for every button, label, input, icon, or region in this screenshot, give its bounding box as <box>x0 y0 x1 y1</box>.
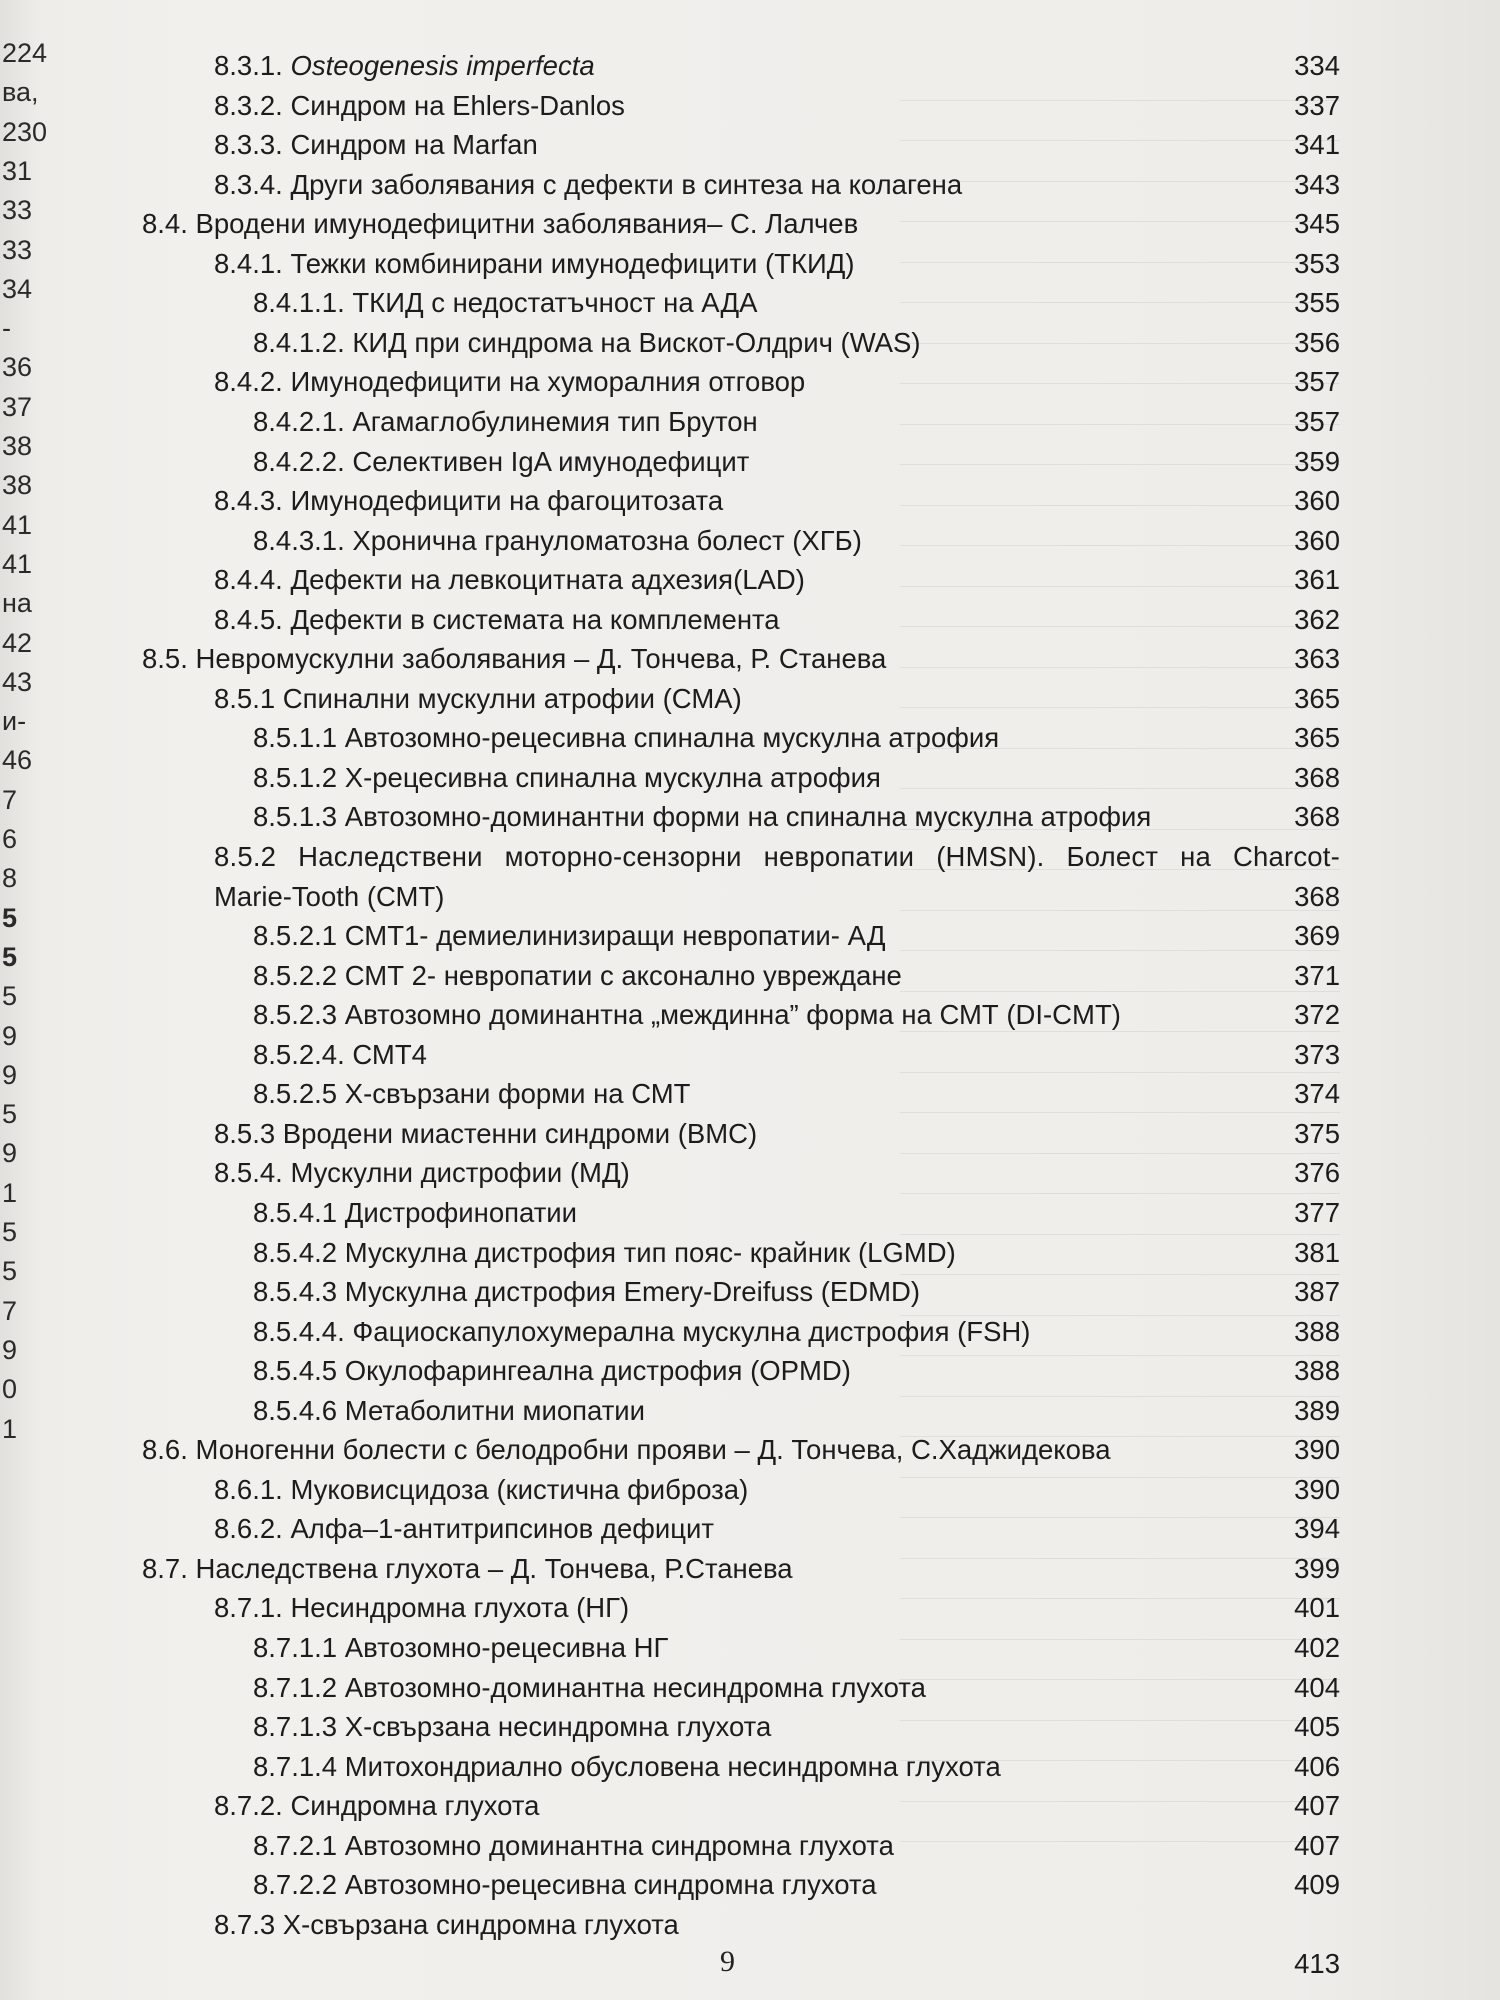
toc-entry[interactable] <box>214 1946 1340 1982</box>
margin-fragment: на <box>2 588 32 619</box>
toc-entry[interactable] <box>253 799 1340 835</box>
toc-entry-page: 381 <box>1294 1236 1340 1268</box>
toc-entry-page: 402 <box>1294 1632 1340 1663</box>
margin-fragment: и- <box>2 706 27 737</box>
toc-entry-title: 8.7.1.1 Автозомно-рецесивна НГ <box>253 1632 669 1663</box>
toc-entry-title: 8.4.1.2. КИД при синдрома на Вискот-Олдрич (WAS) <box>253 326 921 358</box>
toc-entry-title: 8.5.4.2 Мускулна дистрофия тип пояс- крайник (LGMD) <box>253 1236 956 1268</box>
toc-entry[interactable] <box>214 1788 1340 1824</box>
toc-entry-title: 8.4.1. Тежки комбинирани имунодефицити (ТКИД) <box>214 247 855 279</box>
toc-entry-title: 8.5.2.4. СМТ4 <box>253 1038 427 1070</box>
toc-entry[interactable] <box>253 285 1340 321</box>
margin-fragment: 1 <box>2 1177 18 1208</box>
toc-entry-title: 8.7.1. Несиндромна глухота (НГ) <box>214 1592 630 1624</box>
toc-entry-page: 368 <box>1294 761 1340 793</box>
toc-entry-title: 8.4.2.2. Селективен IgA имунодефицит <box>253 445 750 477</box>
toc-entry-page: 389 <box>1294 1394 1340 1426</box>
toc-entry-page: 375 <box>1294 1117 1340 1149</box>
toc-entry[interactable] <box>142 206 1340 242</box>
toc-entry-page: 353 <box>1294 247 1340 279</box>
margin-fragment: 46 <box>2 745 33 776</box>
toc-entry-page: 405 <box>1294 1711 1340 1743</box>
margin-fragment: 9 <box>2 1020 18 1051</box>
toc-entry-title: 8.3.3. Синдром на Marfan <box>214 129 538 161</box>
toc-entry[interactable] <box>253 1195 1340 1231</box>
toc-entry-page: 374 <box>1294 1078 1340 1110</box>
toc-entry[interactable] <box>214 364 1340 400</box>
toc-entry[interactable] <box>214 246 1340 282</box>
margin-fragment: 5 <box>2 1099 18 1130</box>
toc-entry-page: 409 <box>1294 1869 1340 1901</box>
toc-entry[interactable] <box>214 879 1340 915</box>
toc-entry[interactable] <box>253 997 1340 1033</box>
toc-entry[interactable] <box>214 167 1340 203</box>
toc-entry-title: 8.6.1. Муковисцидоза (кистична фиброза) <box>214 1473 749 1505</box>
margin-fragment: 8 <box>2 863 18 894</box>
margin-fragment: 9 <box>2 1138 18 1169</box>
toc-entry-title: 8.7.1.3 Х-свързана несиндромна глухота <box>253 1711 772 1743</box>
toc-entry-title: 8.5.2.5 Х-свързани форми на СМТ <box>253 1078 691 1110</box>
toc-entry-title: 8.7.3 Х-свързана синдромна глухота <box>214 1908 679 1940</box>
toc-entry[interactable] <box>253 1749 1340 1785</box>
toc-entry-page: 369 <box>1294 920 1340 952</box>
toc-entry-page: 355 <box>1294 287 1340 319</box>
toc-entry-page: 406 <box>1294 1750 1340 1782</box>
toc-entry-page: 387 <box>1294 1276 1340 1308</box>
toc-entry-page: 365 <box>1294 682 1340 714</box>
margin-fragment: 38 <box>2 470 33 501</box>
toc-entry-title: 8.4.3. Имунодефицити на фагоцитозата <box>214 485 724 517</box>
toc-entry-page: 394 <box>1294 1513 1340 1545</box>
toc-entry-title: 8.5.4.3 Мускулна дистрофия Emery-Dreifuss (EDMD) <box>253 1276 921 1308</box>
toc-entry-title: 8.5.2.2 СМТ 2- невропатии с аксонално увреждане <box>253 959 902 991</box>
toc-entry[interactable] <box>214 681 1340 717</box>
toc-entry-page: 376 <box>1294 1157 1340 1189</box>
toc-entry[interactable] <box>214 1907 1340 1943</box>
margin-fragment: ва, <box>2 77 39 108</box>
toc-entry-italic-title: Osteogenesis imperfecta <box>290 50 595 81</box>
margin-fragment: 5 <box>2 1217 18 1247</box>
toc-entry-page: 368 <box>1294 880 1340 912</box>
toc-entry-title: 8.3.4. Други заболявания с дефекти в синтеза на колагена <box>214 168 963 200</box>
toc-entry[interactable] <box>253 760 1340 796</box>
toc-entry[interactable] <box>214 1590 1340 1626</box>
toc-entry[interactable] <box>214 1155 1340 1191</box>
toc-entry-title: 8.5.2.3 Автозомно доминантна „междинна” форма на СМТ (DI-CMT) <box>253 999 1121 1031</box>
toc-entry[interactable] <box>253 1314 1340 1350</box>
toc-entry-title: 8.4.4. Дефекти на левкоцитната адхезия(LAD) <box>214 564 805 596</box>
toc-entry-title: 8.5.2.1 СМТ1- демиелинизиращи невропатии- АД <box>253 920 886 952</box>
toc-entry[interactable] <box>253 1353 1340 1389</box>
toc-entry-page: 360 <box>1294 524 1340 556</box>
toc-entry[interactable] <box>253 1235 1340 1271</box>
toc-entry-page: 362 <box>1294 603 1340 635</box>
margin-fragment: 37 <box>2 391 33 422</box>
toc-entry[interactable] <box>214 562 1340 598</box>
toc-entry-page: 361 <box>1294 564 1340 596</box>
toc-entry-title: 8.7.1.4 Митохондриално обусловена несиндромна глухота <box>253 1750 1001 1782</box>
margin-fragment: 5 <box>2 902 18 933</box>
toc-entry-title: 8.3.2. Синдром на Ehlers-Danlos <box>214 89 625 121</box>
toc-entry-title: 8.4.1.1. ТКИД с недостатъчност на АДА <box>253 287 758 319</box>
toc-entry[interactable] <box>253 918 1340 954</box>
toc-entry[interactable] <box>214 88 1340 124</box>
toc-entry-page: 343 <box>1294 168 1340 200</box>
toc-entry[interactable] <box>253 958 1340 994</box>
margin-fragment: 41 <box>2 548 33 579</box>
toc-entry-page: 341 <box>1294 129 1340 161</box>
toc-entry[interactable] <box>214 1116 1340 1152</box>
toc-entry-title: 8.4. Вродени имунодефицитни заболявания– С. Лалчев <box>142 208 859 240</box>
toc-entry[interactable] <box>214 1472 1340 1508</box>
margin-fragment: 230 <box>2 116 48 147</box>
margin-fragment: 31 <box>2 155 33 186</box>
toc-entry[interactable] <box>214 483 1340 519</box>
margin-fragment: 43 <box>2 666 33 697</box>
toc-entry[interactable] <box>253 1867 1340 1903</box>
toc-entry[interactable] <box>253 720 1340 756</box>
facing-page-edge <box>0 0 48 2000</box>
toc-entry-page: 373 <box>1294 1038 1340 1070</box>
margin-fragment: 33 <box>2 195 33 226</box>
toc-entry-page: 356 <box>1294 326 1340 358</box>
toc-entry-title: 8.5.4.6 Метаболитни миопатии <box>253 1394 646 1426</box>
toc-entry-title: Marie-Tooth (СМТ) <box>214 880 445 912</box>
margin-fragment: 9 <box>2 1059 18 1090</box>
margin-fragment: 42 <box>2 627 33 658</box>
toc-entry[interactable] <box>214 1511 1340 1547</box>
toc-entry-title: 8.6.2. Алфа–1-антитрипсинов дефицит <box>214 1513 714 1545</box>
toc-entry-page: 357 <box>1294 366 1340 398</box>
toc-entry-page: 407 <box>1294 1829 1340 1861</box>
margin-fragment: 41 <box>2 509 33 540</box>
toc-entry-page: 407 <box>1294 1790 1340 1822</box>
toc-entry[interactable] <box>253 1828 1340 1864</box>
toc-entry-number: 8.3.1. <box>214 50 291 81</box>
toc-entry-page: 334 <box>1294 50 1340 81</box>
toc-entry-page: 368 <box>1294 801 1340 833</box>
margin-fragment: 224 <box>2 38 48 68</box>
toc-entry-title: 8.5.1.1 Автозомно-рецесивна спинална мускулна атрофия <box>253 722 1000 754</box>
toc-entry[interactable] <box>253 404 1340 440</box>
toc-entry-title: 8.5.4.5 Окулофарингеална дистрофия (OPMD) <box>253 1355 851 1387</box>
margin-fragment: 9 <box>2 1334 18 1365</box>
toc-entry-page: 372 <box>1294 999 1340 1031</box>
toc-entry[interactable] <box>253 1274 1340 1310</box>
toc-entry-title: 8.5.1.2 Х-рецесивна спинална мускулна атрофия <box>253 761 881 793</box>
toc-entry-page: 360 <box>1294 485 1340 517</box>
toc-entry[interactable] <box>142 1551 1340 1587</box>
toc-entry-title: 8.5.4.1 Дистрофинопатии <box>253 1196 578 1228</box>
toc-entry[interactable] <box>214 48 1340 84</box>
margin-fragment: 34 <box>2 273 33 304</box>
toc-entry-title: 8.5.3 Вродени миастенни синдроми (ВМС) <box>214 1117 758 1149</box>
margin-fragment: - <box>2 313 11 344</box>
toc-entry-title: 8.7.2.1 Автозомно доминантна синдромна глухота <box>253 1829 894 1861</box>
toc-entry[interactable] <box>253 523 1340 559</box>
toc-entry[interactable] <box>253 1393 1340 1429</box>
margin-fragment: 38 <box>2 431 33 461</box>
toc-entry[interactable] <box>142 641 1340 677</box>
toc-entry-title: 8.4.5. Дефекти в системата на комплемента <box>214 603 780 635</box>
margin-fragment: 33 <box>2 234 33 265</box>
toc-entry-title: 8.5.1.3 Автозомно-доминантни форми на спинална мускулна атрофия <box>253 801 1152 833</box>
toc-entry-page: 377 <box>1294 1196 1340 1228</box>
toc-entry-page: 401 <box>1294 1592 1340 1624</box>
toc-entry-page: 365 <box>1294 722 1340 754</box>
toc-entry-title: 8.5. Невромускулни заболявания – Д. Тончева, Р. Станева <box>142 643 887 675</box>
toc-entry-page: 337 <box>1294 89 1340 121</box>
toc-entry-title: 8.7.2.2 Автозомно-рецесивна синдромна глухота <box>253 1869 877 1901</box>
toc-entry-title: 8.7. Наследствена глухота – Д. Тончева, Р.Станева <box>142 1552 793 1584</box>
toc-entry-page: 359 <box>1294 445 1340 477</box>
margin-fragment: 7 <box>2 1295 18 1326</box>
toc-entry[interactable] <box>214 839 1340 875</box>
toc-entry[interactable] <box>253 1076 1340 1112</box>
toc-entry-page: 390 <box>1294 1473 1340 1505</box>
toc-entry-title: 8.5.4.4. Фациоскапулохумерална мускулна дистрофия (FSH) <box>253 1315 1031 1347</box>
margin-fragment: 5 <box>2 1256 18 1287</box>
toc-entry-title: 8.7.2. Синдромна глухота <box>214 1790 540 1822</box>
toc-entry[interactable] <box>253 1709 1340 1745</box>
toc-entry[interactable] <box>142 1432 1340 1468</box>
toc-entry[interactable] <box>253 1630 1340 1666</box>
toc-entry-page: 363 <box>1294 643 1340 675</box>
margin-fragment: 5 <box>2 981 18 1012</box>
margin-fragment: 36 <box>2 352 33 383</box>
toc-entry[interactable] <box>253 1670 1340 1706</box>
toc-entry[interactable] <box>253 325 1340 361</box>
margin-fragment: 1 <box>2 1413 18 1444</box>
toc-entry[interactable] <box>214 127 1340 163</box>
toc-entry-title: 8.4.2. Имунодефицити на хуморалния отговор <box>214 366 806 398</box>
toc-entry-title: 8.7.1.2 Автозомно-доминантна несиндромна глухота <box>253 1671 926 1703</box>
toc-entry-title: 8.5.1 Спинални мускулни атрофии (СМА) <box>214 682 742 714</box>
toc-entry-title <box>214 48 595 84</box>
toc-entry-title: 8.5.4. Мускулни дистрофии (МД) <box>214 1157 630 1189</box>
toc-entry-title: 8.5.2 Наследствени моторно-сензорни невропатии (HMSN). Болест на Charcot- <box>214 841 1340 872</box>
margin-fragment: 0 <box>2 1374 18 1405</box>
toc-entry-page: 388 <box>1294 1355 1340 1387</box>
toc-entry[interactable] <box>253 1037 1340 1073</box>
toc-entry-page: 390 <box>1294 1434 1340 1466</box>
margin-fragment: 6 <box>2 824 18 854</box>
toc-entry-page: 371 <box>1294 959 1340 991</box>
margin-fragment: 7 <box>2 784 18 815</box>
toc-entry[interactable] <box>253 444 1340 480</box>
toc-entry-title: 8.6. Моногенни болести с белодробни прояви – Д. Тончева, С.Хаджидекова <box>142 1434 1111 1466</box>
toc-entry-page: 413 <box>1294 1948 1340 1980</box>
toc-entry-page: 399 <box>1294 1552 1340 1584</box>
toc-entry-title: 8.4.3.1. Хронична грануломатозна болест (ХГБ) <box>253 524 862 556</box>
margin-fragment: 5 <box>2 941 18 972</box>
toc-entry[interactable] <box>214 602 1340 638</box>
toc-entry-page: 357 <box>1294 405 1340 437</box>
toc-entry-page: 404 <box>1294 1671 1340 1703</box>
toc-entry-title: 8.4.2.1. Агамаглобулинемия тип Брутон <box>253 405 758 437</box>
toc-entry-page: 345 <box>1294 208 1340 240</box>
toc-entry-page: 388 <box>1294 1315 1340 1347</box>
page-number: 9 <box>720 1945 735 1978</box>
